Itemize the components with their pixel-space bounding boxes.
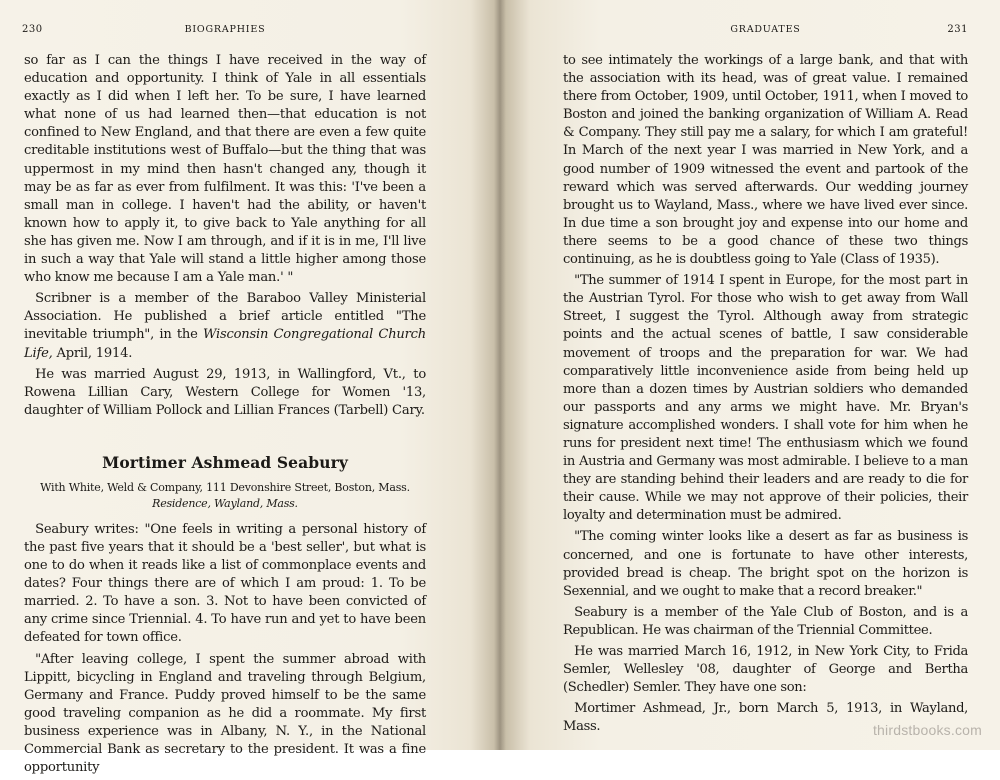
- running-title: GRADUATES: [730, 24, 801, 35]
- paragraph: He was married March 16, 1912, in New York City, to Frida Semler, Wellesley '08, daughter of George and Bertha (Schedler) Semler. They have one son:: [563, 644, 968, 696]
- running-head: [563, 24, 968, 38]
- paragraph: Seabury writes: "One feels in writing a personal history of the past five years that it should be a 'best seller', but what is one to do when it reads like a list of commonplace events and dates? Four things there are of which I am proud: 1. To be married. 2. To have a son. 3. Not to have been convicted of any crime since Triennial. 4. To have run and yet to have been defeated for town office.: [24, 521, 426, 646]
- paragraph: "The coming winter looks like a desert as far as business is concerned, and one is fortunate to have other interests, provided bread is cheap. The bright spot on the horizon is Sexennial, and we ought to make that a record breaker.": [563, 529, 968, 599]
- paragraph-scribner: [24, 290, 426, 362]
- watermark: thirdstbooks.com: [872, 722, 982, 738]
- paragraph: Seabury is a member of the Yale Club of Boston, and is a Republican. He was chairman of the Triennial Committee.: [563, 604, 968, 638]
- paragraph: to see intimately the workings of a large bank, and that with the association with its head, was of great value. I remained there from October, 1909, until October, 1911, when I moved to Boston and joined the banking organization of William A. Read & Company. They still pay me a salary, for which I am grateful! In March of the next year I was married in New York, and a good number of 1909 witnessed the event and partook of the reward which was served afterwards. Our wedding journey brought us to Wayland, Mass., where we have lived ever since. In due time a son brought joy and expense into our home and there seems to be a good chance of these two things continuing, as he is doubtless going to Yale (Class of 1935).: [563, 53, 968, 268]
- right-page-body: [563, 52, 968, 739]
- left-page: [22, 0, 427, 776]
- running-title: BIOGRAPHIES: [184, 24, 266, 35]
- paragraph: "After leaving college, I spent the summer abroad with Lippitt, bicycling in England and traveling through Belgium, Germany and France. Puddy proved himself to be the same good traveling companion as he did a roommate. My first business experience was in Albany, N. Y., in the National Commercial Bank as secretary to the president. It was a fine opportunity: [24, 651, 426, 776]
- paragraph: "The summer of 1914 I spent in Europe, for the most part in the Austrian Tyrol. For those who wish to get away from Wall Street, I suggest the Tyrol. Although away from strategic points and the actual scenes of battle, I saw considerable movement of troops and the preparation for war. We had comparatively little inconvenience aside from being held up more than a dozen times by Austrian soldiers who demanded our passports and any arms we might have. Mr. Bryan's signature accomplished wonders. I shall vote for him when he runs for president next time! The enthusiasm which we found in Austria and Germany was most admirable. I believe to a man they are standing behind their leaders and are ready to die for their cause. While we may not approve of their policies, their loyalty and determination must be admired.: [563, 273, 968, 524]
- paragraph: Mortimer Ashmead, Jr., born March 5, 1913, in Wayland, Mass.: [563, 701, 968, 735]
- text-run: April, 1914.: [52, 345, 133, 361]
- paragraph: He was married August 29, 1913, in Wallingford, Vt., to Rowena Lillian Cary, Western College for Women '13, daughter of William Pollock and Lillian Frances (Tarbell) Cary.: [24, 366, 426, 418]
- bio-residence: Residence, Wayland, Mass.: [152, 496, 298, 510]
- text-run: Scribner is a member of the Baraboo Valley Ministerial Association. He published a brief article entitled "The inevitable triumph", in the: [24, 291, 426, 343]
- right-page: [563, 0, 968, 750]
- publication-title: Wisconsin Congregational Church Life,: [24, 327, 427, 361]
- paragraph: so far as I can the things I have received in the way of education and opportunity. I think of Yale in all essentials exactly as I did when I left her. To be sure, I have learned what none of us had learned then—that education is not confined to New England, and that there are even a few quite creditable institutions west of Buffalo—but the thing that was uppermost in my mind then hasn't changed any, though it may be as far as ever from fulfilment. It was this: 'I've been a small man in college. I haven't had the ability, or haven't known how to apply it, to give back to Yale anything for all she has given me. Now I am through, and if it is in me, I'll live in such a way that Yale will stand a little higher among those who know me because I am a Yale man.' ": [24, 53, 426, 286]
- page-number: 230: [22, 24, 43, 35]
- running-head: [24, 24, 426, 38]
- page-number: 231: [947, 24, 968, 35]
- left-page-body: [24, 52, 426, 780]
- bio-heading: Mortimer Ashmead Seabury: [102, 452, 348, 472]
- bio-affiliation: With White, Weld & Company, 111 Devonshire Street, Boston, Mass.: [40, 480, 410, 494]
